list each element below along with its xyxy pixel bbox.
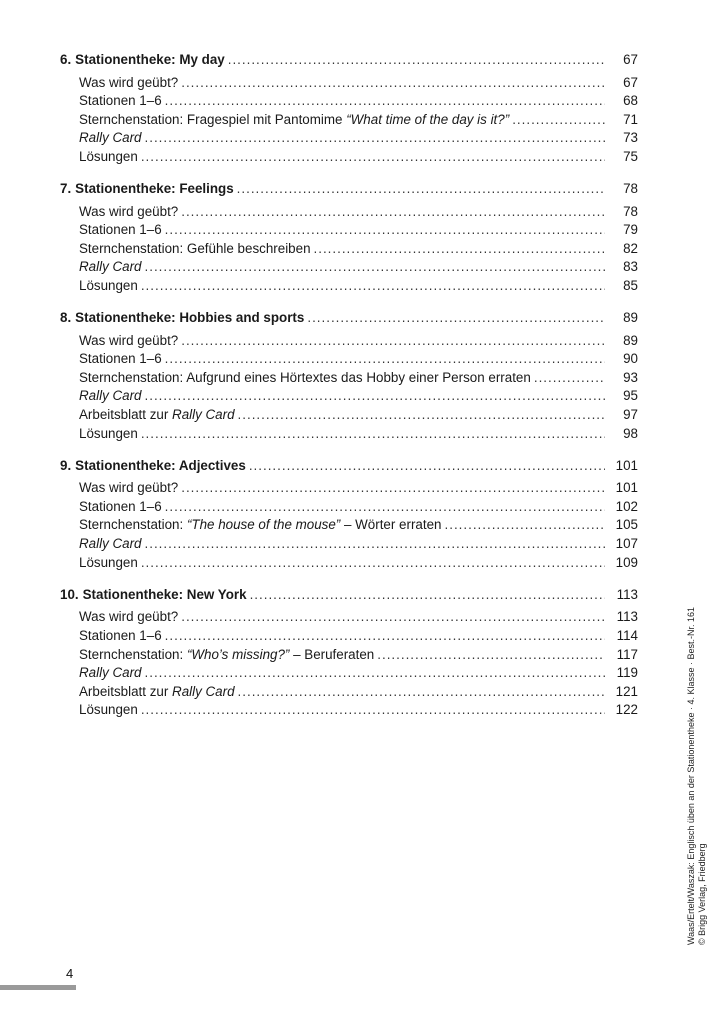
footer-bar (0, 985, 76, 990)
toc-entry (60, 350, 638, 369)
leader-dots (145, 129, 605, 148)
entry-title-part: Rally Card (79, 536, 142, 552)
chapter-title: Stationentheke: My day (75, 52, 225, 67)
entry-title (79, 498, 162, 517)
toc-entry (60, 111, 638, 130)
page-number: 4 (66, 966, 74, 981)
entry-title-part: “What time of the day is it?” (346, 111, 510, 127)
toc-entry (60, 425, 638, 444)
entry-title-part: Rally Card (172, 407, 235, 422)
entry-title-part: Was wird geübt? (79, 332, 179, 348)
chapter-number: 8. (60, 310, 72, 326)
toc-chapter-heading (60, 179, 638, 200)
toc-entry (60, 554, 638, 573)
leader-dots (145, 387, 605, 406)
leader-dots (445, 516, 606, 535)
entry-title (79, 479, 178, 498)
entry-title-part: Was wird geübt? (79, 480, 179, 496)
chapter-page: 101 (615, 457, 638, 473)
entry-title-part: Arbeitsblatt zur (79, 683, 173, 699)
chapter-number: 10. (60, 586, 79, 602)
toc-chapter-heading (60, 585, 638, 606)
copyright-note (686, 585, 708, 945)
entry-page: 71 (623, 111, 638, 127)
copyright-note-line-1: Waas/Ertelt/Waszak: Englisch üben an der Stationentheke · 4. Klasse · Best.-Nr. 161 (686, 607, 696, 945)
entry-title (79, 258, 142, 277)
chapter-title: Stationentheke: Hobbies and sports (75, 310, 305, 326)
leader-dots (314, 240, 605, 259)
entry-title (79, 203, 178, 222)
toc-entry (60, 258, 638, 277)
toc-section (60, 456, 638, 572)
entry-title (79, 554, 138, 573)
leader-dots (181, 203, 605, 222)
entry-title (79, 221, 162, 240)
entry-title-part: Sternchenstation: (79, 517, 187, 533)
toc-entry (60, 498, 638, 517)
entry-title-part: Rally Card (79, 130, 142, 146)
entry-title (79, 646, 374, 665)
entry-page: 67 (623, 74, 638, 90)
entry-title (79, 129, 142, 148)
toc-chapter-heading (60, 50, 638, 71)
entry-title (79, 535, 142, 554)
toc-entry (60, 516, 638, 535)
entry-page: 68 (623, 93, 638, 109)
entry-page: 114 (616, 627, 638, 643)
entry-title (79, 701, 138, 720)
leader-dots (141, 425, 605, 444)
chapter-title: Stationentheke: Adjectives (75, 457, 246, 473)
toc-entry (60, 608, 638, 627)
toc-entry (60, 277, 638, 296)
toc-section (60, 50, 638, 166)
toc-entry (60, 92, 638, 111)
toc-entry (60, 148, 638, 167)
toc-entry (60, 479, 638, 498)
entry-title (79, 425, 138, 444)
leader-dots (237, 179, 605, 200)
entry-title-part: Sternchenstation: Gefühle beschreiben (79, 240, 311, 256)
entry-title-part: Was wird geübt? (79, 609, 179, 625)
toc-chapter-heading (60, 308, 638, 329)
leader-dots (141, 277, 605, 296)
entry-title (79, 350, 162, 369)
entry-page: 121 (615, 683, 638, 699)
entry-page: 105 (615, 517, 638, 533)
entry-title (79, 683, 235, 702)
leader-dots (181, 608, 605, 627)
entry-title (79, 608, 178, 627)
chapter-number: 7. (60, 181, 72, 197)
leader-dots (228, 50, 605, 71)
toc-entry (60, 203, 638, 222)
entry-page: 93 (623, 369, 638, 385)
leader-dots (141, 701, 605, 720)
entry-page: 102 (615, 498, 638, 514)
entry-title-part: Lösungen (79, 702, 138, 718)
entry-title (79, 387, 142, 406)
entry-title-part: Rally Card (172, 683, 235, 699)
entry-title (79, 277, 138, 296)
entry-title-part: Rally Card (79, 388, 142, 404)
entry-title-part: Arbeitsblatt zur (79, 407, 173, 422)
leader-dots (181, 74, 605, 93)
leader-dots (141, 554, 605, 573)
entry-page: 89 (623, 332, 638, 348)
entry-title-part: – Wörter erraten (340, 517, 442, 533)
entry-page: 101 (615, 480, 638, 496)
leader-dots (238, 406, 605, 425)
entry-title-part: Lösungen (79, 425, 138, 441)
table-of-contents (60, 50, 638, 733)
entry-title (79, 92, 162, 111)
toc-section (60, 308, 638, 443)
toc-chapter-heading (60, 456, 638, 477)
toc-entry (60, 74, 638, 93)
toc-entry (60, 129, 638, 148)
toc-entry (60, 240, 638, 259)
entry-title-part: Lösungen (79, 277, 138, 293)
leader-dots (165, 92, 605, 111)
entry-title-part: Stationen 1–6 (79, 222, 162, 238)
leader-dots (165, 627, 605, 646)
entry-title (79, 664, 142, 683)
chapter-number: 6. (60, 52, 72, 67)
toc-section (60, 585, 638, 720)
toc-entry (60, 664, 638, 683)
entry-title-part: Sternchenstation: (79, 646, 187, 662)
entry-page: 122 (615, 702, 638, 718)
leader-dots (165, 498, 605, 517)
entry-title-part: – Beruferaten (289, 646, 375, 662)
entry-page: 109 (615, 554, 638, 570)
leader-dots (165, 221, 605, 240)
entry-title-part: Sternchenstation: Fragespiel mit Pantomime (79, 111, 347, 127)
entry-title-part: Rally Card (79, 665, 142, 681)
entry-page: 117 (616, 646, 638, 662)
entry-page: 98 (623, 425, 638, 441)
entry-title-part: Sternchenstation: Aufgrund eines Hörtextes das Hobby einer Person erraten (79, 369, 531, 385)
entry-title-part: “Who’s missing?” (186, 646, 290, 662)
leader-dots (249, 456, 605, 477)
chapter-page: 113 (616, 586, 638, 602)
toc-entry (60, 332, 638, 351)
entry-page: 90 (623, 351, 638, 367)
entry-page: 119 (616, 665, 638, 681)
toc-entry (60, 387, 638, 406)
entry-title (79, 148, 138, 167)
entry-page: 107 (615, 536, 638, 552)
entry-title-part: Stationen 1–6 (79, 93, 162, 109)
leader-dots (377, 646, 605, 665)
entry-page: 85 (623, 277, 638, 293)
entry-title (79, 332, 178, 351)
entry-title-part: Was wird geübt? (79, 203, 179, 219)
entry-title (79, 516, 442, 535)
chapter-title: Stationentheke: New York (82, 586, 247, 602)
leader-dots (238, 683, 605, 702)
chapter-title: Stationentheke: Feelings (75, 181, 234, 197)
toc-entry (60, 683, 638, 702)
toc-entry (60, 369, 638, 388)
entry-page: 95 (623, 388, 638, 404)
entry-title (79, 240, 311, 259)
entry-title (79, 627, 162, 646)
entry-title (79, 369, 531, 388)
entry-title-part: Lösungen (79, 554, 138, 570)
chapter-page: 89 (623, 310, 638, 326)
leader-dots (534, 369, 605, 388)
entry-title-part: Stationen 1–6 (79, 498, 162, 514)
leader-dots (165, 350, 605, 369)
toc-entry (60, 535, 638, 554)
entry-title-part: Was wird geübt? (79, 74, 179, 90)
entry-page: 79 (623, 222, 638, 238)
entry-title-part: “The house of the mouse” (186, 517, 341, 533)
toc-entry (60, 646, 638, 665)
entry-title (79, 74, 178, 93)
entry-title-part: Rally Card (79, 259, 142, 275)
leader-dots (512, 111, 605, 130)
toc-entry (60, 221, 638, 240)
leader-dots (250, 585, 605, 606)
leader-dots (145, 535, 605, 554)
leader-dots (141, 148, 605, 167)
leader-dots (145, 258, 605, 277)
chapter-page: 78 (623, 181, 638, 197)
entry-page: 113 (616, 609, 638, 625)
toc-section (60, 179, 638, 295)
leader-dots (181, 332, 605, 351)
chapter-number: 9. (60, 457, 72, 473)
toc-entry (60, 627, 638, 646)
leader-dots (307, 308, 605, 329)
entry-title-part: Stationen 1–6 (79, 351, 162, 367)
entry-title (79, 111, 509, 130)
entry-page: 73 (623, 130, 638, 146)
entry-page: 83 (623, 259, 638, 275)
entry-page: 97 (623, 407, 638, 422)
toc-entry (60, 701, 638, 720)
toc-entry (60, 406, 638, 425)
chapter-page: 67 (623, 52, 638, 67)
entry-title-part: Lösungen (79, 148, 138, 164)
entry-page: 82 (623, 240, 638, 256)
copyright-note-line-2: © Brigg Verlag, Friedberg (697, 843, 707, 945)
entry-title (79, 406, 235, 425)
entry-page: 78 (623, 203, 638, 219)
entry-title-part: Stationen 1–6 (79, 627, 162, 643)
leader-dots (181, 479, 605, 498)
entry-page: 75 (623, 148, 638, 164)
leader-dots (145, 664, 605, 683)
